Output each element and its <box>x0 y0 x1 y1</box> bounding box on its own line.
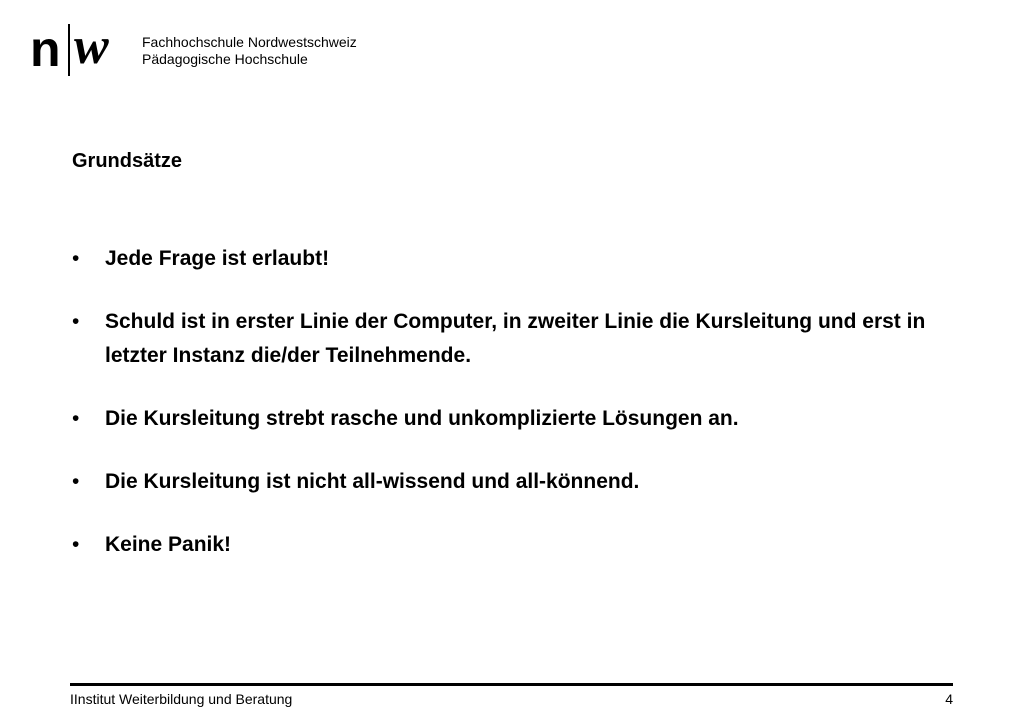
institution-name <box>142 34 357 68</box>
logo-letter-w: w <box>74 18 109 75</box>
bullet-list <box>72 242 972 591</box>
bullet-text: Jede Frage ist erlaubt! <box>105 247 330 270</box>
bullet-dot: • <box>72 247 80 270</box>
institution-line-2: Pädagogische Hochschule <box>142 51 308 67</box>
bullet-text: Schuld ist in erster Linie der Computer, in zweiter Linie die Kursleitung und erst in letzter Instanz die/der Teilnehmende. <box>105 310 926 367</box>
footer-divider <box>70 683 953 686</box>
bullet-text: Keine Panik! <box>105 533 232 556</box>
institution-line-1: Fachhochschule Nordwestschweiz <box>142 34 357 50</box>
bullet-text: Die Kursleitung strebt rasche und unkomplizierte Lösungen an. <box>105 407 739 430</box>
bullet-item <box>72 242 972 276</box>
logo-divider <box>68 24 70 76</box>
bullet-item <box>72 305 972 373</box>
slide-title: Grundsätze <box>72 150 183 172</box>
bullet-dot: • <box>72 533 80 556</box>
bullet-item <box>72 465 972 499</box>
bullet-dot: • <box>72 470 80 493</box>
bullet-item <box>72 402 972 436</box>
bullet-dot: • <box>72 310 80 333</box>
bullet-item <box>72 528 972 562</box>
page-number: 4 <box>945 691 953 707</box>
bullet-dot: • <box>72 407 80 430</box>
bullet-text: Die Kursleitung ist nicht all-wissend und all-könnend. <box>105 470 640 493</box>
fhnw-logo-mark <box>30 18 130 78</box>
logo-letter-n: n <box>30 21 60 77</box>
footer-institute: IInstitut Weiterbildung und Beratung <box>70 691 293 707</box>
